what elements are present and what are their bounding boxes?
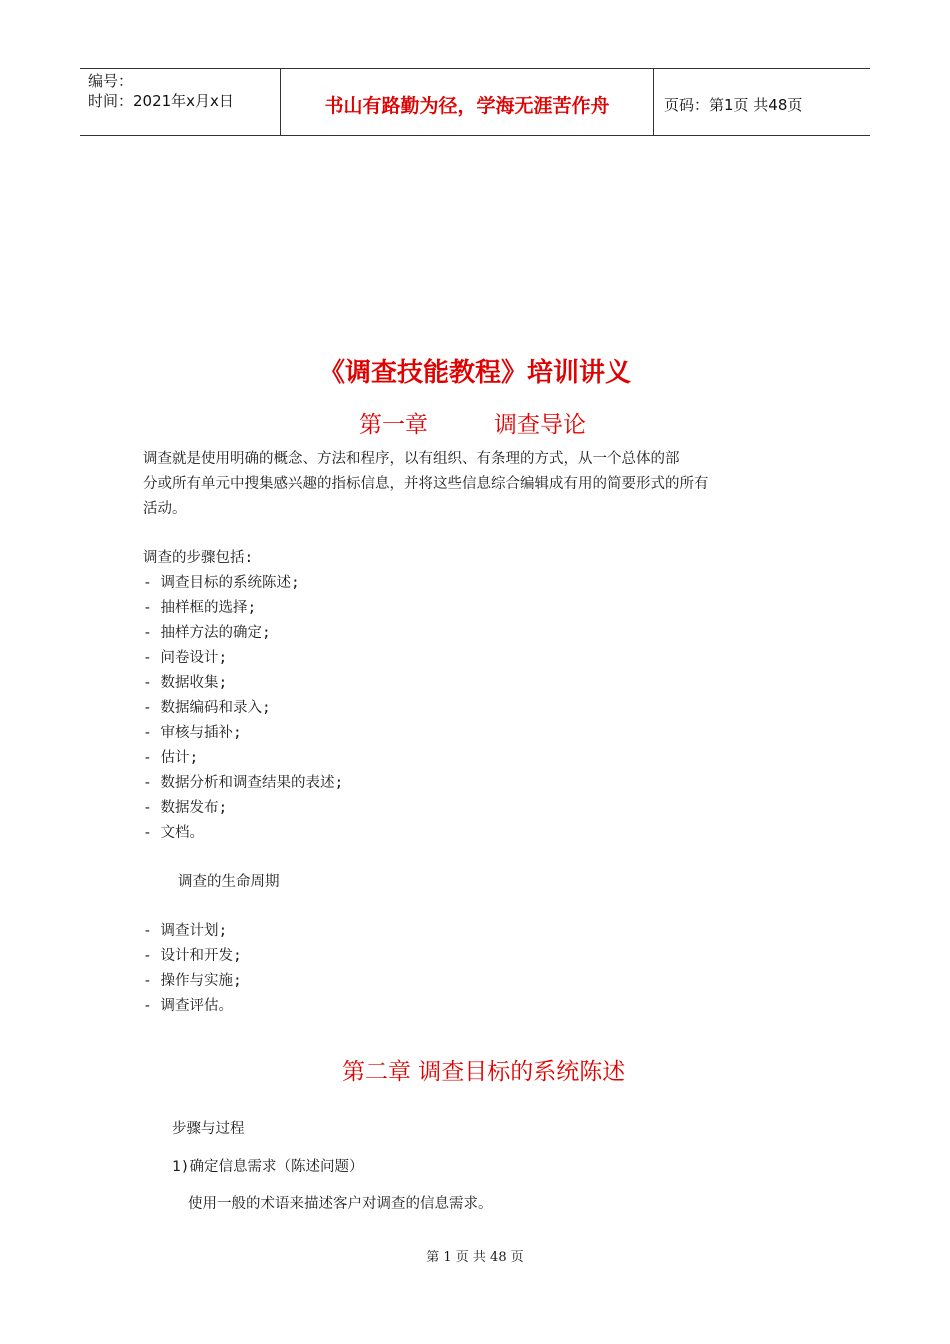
intro-line: 活动。 <box>143 501 187 517</box>
list-item: - 抽样框的选择; <box>143 600 257 616</box>
chapter2-subheading: 步骤与过程 <box>172 1121 245 1137</box>
lifecycle-list <box>143 919 242 1019</box>
list-item: - 问卷设计; <box>143 650 228 666</box>
chapter1-number: 第一章 <box>359 412 428 438</box>
header-divider <box>653 69 654 136</box>
chapter2-heading: 第二章 调查目标的系统陈述 <box>342 1059 626 1085</box>
list-item: - 数据编码和录入; <box>143 700 271 716</box>
list-item: - 调查目标的系统陈述; <box>143 575 300 591</box>
list-item: - 估计; <box>143 750 199 766</box>
list-item: - 文档。 <box>143 825 204 841</box>
list-item: - 抽样方法的确定; <box>143 625 271 641</box>
list-item: - 调查计划; <box>143 923 228 939</box>
header-page-info: 页码：第1页 共48页 <box>664 96 803 114</box>
intro-line: 分或所有单元中搜集感兴趣的指标信息，并将这些信息综合编辑成有用的简要形式的所有 <box>143 476 709 492</box>
list-item: - 数据发布; <box>143 800 228 816</box>
list-item: - 调查评估。 <box>143 998 233 1014</box>
chapter2-item1-text: 使用一般的术语来描述客户对调查的信息需求。 <box>188 1196 493 1212</box>
header-meta <box>88 71 234 111</box>
list-item: - 设计和开发; <box>143 948 242 964</box>
steps-heading: 调查的步骤包括: <box>143 550 254 566</box>
header-motto: 书山有路勤为径，学海无涯苦作舟 <box>324 95 610 117</box>
document-title: 《调查技能教程》培训讲义 <box>318 358 631 388</box>
list-item: - 审核与插补; <box>143 725 242 741</box>
steps-list <box>143 571 343 846</box>
intro-line: 调查就是使用明确的概念、方法和程序，以有组织、有条理的方式，从一个总体的部 <box>143 451 680 467</box>
number-label: 编号： <box>88 72 134 90</box>
list-item: - 数据收集; <box>143 675 228 691</box>
chapter1-title: 调查导论 <box>494 412 586 438</box>
page-header <box>80 68 870 136</box>
chapter1-intro <box>143 447 808 522</box>
page-footer: 第 1 页 共 48 页 <box>426 1250 524 1265</box>
list-item: - 数据分析和调查结果的表述; <box>143 775 344 791</box>
list-item: - 操作与实施; <box>143 973 242 989</box>
chapter2-item1: 1)确定信息需求（陈述问题） <box>172 1159 364 1175</box>
time-label: 时间：2021年x月x日 <box>88 92 234 110</box>
lifecycle-heading: 调查的生命周期 <box>178 874 280 890</box>
